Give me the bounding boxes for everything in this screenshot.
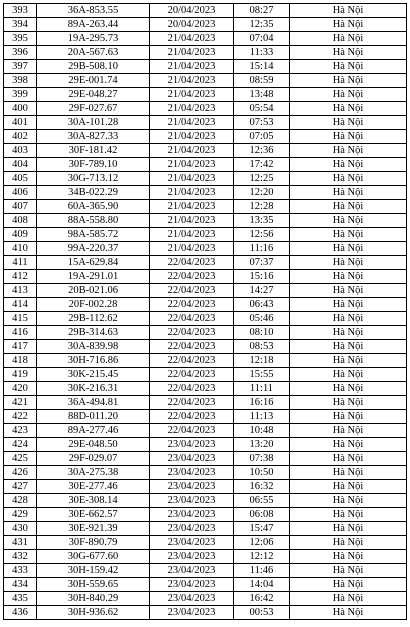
table-row xyxy=(4,228,407,242)
row-number-cell: 425 xyxy=(4,452,37,466)
table-row xyxy=(4,270,407,284)
date-cell: 21/04/2023 xyxy=(150,116,234,130)
time-cell: 07:53 xyxy=(234,116,290,130)
location-cell: Hà Nội xyxy=(290,284,407,298)
plate-number-cell: 30A-275.38 xyxy=(37,466,150,480)
time-cell: 13:48 xyxy=(234,88,290,102)
time-cell: 06:08 xyxy=(234,508,290,522)
location-cell: Hà Nội xyxy=(290,242,407,256)
date-cell: 21/04/2023 xyxy=(150,172,234,186)
location-cell: Hà Nội xyxy=(290,396,407,410)
time-cell: 11:13 xyxy=(234,410,290,424)
row-number-cell: 400 xyxy=(4,102,37,116)
violation-table-body xyxy=(4,4,407,620)
date-cell: 22/04/2023 xyxy=(150,312,234,326)
plate-number-cell: 19A-295.73 xyxy=(37,32,150,46)
plate-number-cell: 30G-713.12 xyxy=(37,172,150,186)
row-number-cell: 404 xyxy=(4,158,37,172)
table-row xyxy=(4,550,407,564)
plate-number-cell: 36A-853.55 xyxy=(37,4,150,18)
location-cell: Hà Nội xyxy=(290,130,407,144)
date-cell: 23/04/2023 xyxy=(150,592,234,606)
location-cell: Hà Nội xyxy=(290,452,407,466)
table-row xyxy=(4,18,407,32)
time-cell: 10:50 xyxy=(234,466,290,480)
table-row xyxy=(4,340,407,354)
row-number-cell: 399 xyxy=(4,88,37,102)
date-cell: 23/04/2023 xyxy=(150,606,234,620)
date-cell: 22/04/2023 xyxy=(150,382,234,396)
row-number-cell: 422 xyxy=(4,410,37,424)
location-cell: Hà Nội xyxy=(290,340,407,354)
plate-number-cell: 30F-181.42 xyxy=(37,144,150,158)
plate-number-cell: 15A-629.84 xyxy=(37,256,150,270)
time-cell: 07:37 xyxy=(234,256,290,270)
table-row xyxy=(4,410,407,424)
date-cell: 21/04/2023 xyxy=(150,46,234,60)
row-number-cell: 410 xyxy=(4,242,37,256)
table-row xyxy=(4,466,407,480)
date-cell: 20/04/2023 xyxy=(150,18,234,32)
location-cell: Hà Nội xyxy=(290,480,407,494)
table-row xyxy=(4,200,407,214)
date-cell: 21/04/2023 xyxy=(150,158,234,172)
time-cell: 08:59 xyxy=(234,74,290,88)
date-cell: 22/04/2023 xyxy=(150,410,234,424)
location-cell: Hà Nội xyxy=(290,508,407,522)
row-number-cell: 414 xyxy=(4,298,37,312)
date-cell: 23/04/2023 xyxy=(150,508,234,522)
row-number-cell: 395 xyxy=(4,32,37,46)
table-row xyxy=(4,298,407,312)
plate-number-cell: 30K-216.31 xyxy=(37,382,150,396)
location-cell: Hà Nội xyxy=(290,382,407,396)
time-cell: 08:53 xyxy=(234,340,290,354)
row-number-cell: 436 xyxy=(4,606,37,620)
date-cell: 23/04/2023 xyxy=(150,564,234,578)
plate-number-cell: 98A-585.72 xyxy=(37,228,150,242)
table-row xyxy=(4,102,407,116)
time-cell: 11:11 xyxy=(234,382,290,396)
row-number-cell: 396 xyxy=(4,46,37,60)
row-number-cell: 417 xyxy=(4,340,37,354)
row-number-cell: 403 xyxy=(4,144,37,158)
date-cell: 21/04/2023 xyxy=(150,200,234,214)
table-row xyxy=(4,284,407,298)
violation-list-page xyxy=(3,3,406,620)
location-cell: Hà Nội xyxy=(290,186,407,200)
row-number-cell: 431 xyxy=(4,536,37,550)
date-cell: 22/04/2023 xyxy=(150,368,234,382)
table-row xyxy=(4,88,407,102)
date-cell: 21/04/2023 xyxy=(150,88,234,102)
table-row xyxy=(4,494,407,508)
plate-number-cell: 29E-048.27 xyxy=(37,88,150,102)
table-row xyxy=(4,452,407,466)
row-number-cell: 405 xyxy=(4,172,37,186)
plate-number-cell: 30K-215.45 xyxy=(37,368,150,382)
location-cell: Hà Nội xyxy=(290,256,407,270)
date-cell: 23/04/2023 xyxy=(150,438,234,452)
row-number-cell: 427 xyxy=(4,480,37,494)
table-row xyxy=(4,508,407,522)
time-cell: 00:53 xyxy=(234,606,290,620)
time-cell: 05:54 xyxy=(234,102,290,116)
plate-number-cell: 29E-001.74 xyxy=(37,74,150,88)
row-number-cell: 411 xyxy=(4,256,37,270)
table-row xyxy=(4,46,407,60)
table-row xyxy=(4,606,407,620)
table-row xyxy=(4,592,407,606)
time-cell: 08:10 xyxy=(234,326,290,340)
plate-number-cell: 36A-494.81 xyxy=(37,396,150,410)
table-row xyxy=(4,522,407,536)
time-cell: 11:16 xyxy=(234,242,290,256)
date-cell: 21/04/2023 xyxy=(150,130,234,144)
plate-number-cell: 30E-308.14 xyxy=(37,494,150,508)
location-cell: Hà Nội xyxy=(290,298,407,312)
date-cell: 22/04/2023 xyxy=(150,256,234,270)
row-number-cell: 423 xyxy=(4,424,37,438)
row-number-cell: 397 xyxy=(4,60,37,74)
location-cell: Hà Nội xyxy=(290,46,407,60)
row-number-cell: 413 xyxy=(4,284,37,298)
location-cell: Hà Nội xyxy=(290,144,407,158)
time-cell: 12:28 xyxy=(234,200,290,214)
date-cell: 21/04/2023 xyxy=(150,74,234,88)
table-row xyxy=(4,564,407,578)
time-cell: 12:12 xyxy=(234,550,290,564)
plate-number-cell: 30A-839.98 xyxy=(37,340,150,354)
date-cell: 21/04/2023 xyxy=(150,144,234,158)
plate-number-cell: 34B-022.29 xyxy=(37,186,150,200)
plate-number-cell: 30H-159.42 xyxy=(37,564,150,578)
date-cell: 21/04/2023 xyxy=(150,60,234,74)
row-number-cell: 406 xyxy=(4,186,37,200)
date-cell: 23/04/2023 xyxy=(150,452,234,466)
time-cell: 07:05 xyxy=(234,130,290,144)
time-cell: 08:27 xyxy=(234,4,290,18)
location-cell: Hà Nội xyxy=(290,564,407,578)
row-number-cell: 394 xyxy=(4,18,37,32)
row-number-cell: 402 xyxy=(4,130,37,144)
date-cell: 23/04/2023 xyxy=(150,536,234,550)
date-cell: 23/04/2023 xyxy=(150,466,234,480)
location-cell: Hà Nội xyxy=(290,172,407,186)
plate-number-cell: 30H-840.29 xyxy=(37,592,150,606)
date-cell: 22/04/2023 xyxy=(150,284,234,298)
table-row xyxy=(4,242,407,256)
table-row xyxy=(4,354,407,368)
location-cell: Hà Nội xyxy=(290,18,407,32)
location-cell: Hà Nội xyxy=(290,536,407,550)
time-cell: 16:32 xyxy=(234,480,290,494)
time-cell: 07:04 xyxy=(234,32,290,46)
table-row xyxy=(4,368,407,382)
location-cell: Hà Nội xyxy=(290,102,407,116)
location-cell: Hà Nội xyxy=(290,592,407,606)
table-row xyxy=(4,158,407,172)
row-number-cell: 415 xyxy=(4,312,37,326)
table-row xyxy=(4,578,407,592)
plate-number-cell: 30A-101.28 xyxy=(37,116,150,130)
row-number-cell: 424 xyxy=(4,438,37,452)
time-cell: 12:06 xyxy=(234,536,290,550)
time-cell: 13:20 xyxy=(234,438,290,452)
date-cell: 22/04/2023 xyxy=(150,396,234,410)
location-cell: Hà Nội xyxy=(290,368,407,382)
date-cell: 21/04/2023 xyxy=(150,228,234,242)
date-cell: 21/04/2023 xyxy=(150,32,234,46)
plate-number-cell: 29B-112.62 xyxy=(37,312,150,326)
row-number-cell: 433 xyxy=(4,564,37,578)
time-cell: 13:35 xyxy=(234,214,290,228)
table-row xyxy=(4,60,407,74)
plate-number-cell: 29B-314.63 xyxy=(37,326,150,340)
location-cell: Hà Nội xyxy=(290,214,407,228)
date-cell: 21/04/2023 xyxy=(150,242,234,256)
row-number-cell: 418 xyxy=(4,354,37,368)
plate-number-cell: 89A-277.46 xyxy=(37,424,150,438)
row-number-cell: 432 xyxy=(4,550,37,564)
row-number-cell: 419 xyxy=(4,368,37,382)
date-cell: 20/04/2023 xyxy=(150,4,234,18)
time-cell: 12:56 xyxy=(234,228,290,242)
location-cell: Hà Nội xyxy=(290,494,407,508)
plate-number-cell: 89A-263.44 xyxy=(37,18,150,32)
date-cell: 23/04/2023 xyxy=(150,494,234,508)
plate-number-cell: 29B-508.10 xyxy=(37,60,150,74)
time-cell: 14:27 xyxy=(234,284,290,298)
date-cell: 21/04/2023 xyxy=(150,214,234,228)
table-row xyxy=(4,424,407,438)
time-cell: 12:35 xyxy=(234,18,290,32)
date-cell: 23/04/2023 xyxy=(150,480,234,494)
row-number-cell: 421 xyxy=(4,396,37,410)
time-cell: 05:46 xyxy=(234,312,290,326)
plate-number-cell: 20B-021.06 xyxy=(37,284,150,298)
table-row xyxy=(4,382,407,396)
plate-number-cell: 30G-677.60 xyxy=(37,550,150,564)
time-cell: 14:04 xyxy=(234,578,290,592)
row-number-cell: 426 xyxy=(4,466,37,480)
time-cell: 16:16 xyxy=(234,396,290,410)
time-cell: 11:33 xyxy=(234,46,290,60)
location-cell: Hà Nội xyxy=(290,606,407,620)
location-cell: Hà Nội xyxy=(290,200,407,214)
row-number-cell: 420 xyxy=(4,382,37,396)
location-cell: Hà Nội xyxy=(290,522,407,536)
location-cell: Hà Nội xyxy=(290,228,407,242)
date-cell: 22/04/2023 xyxy=(150,354,234,368)
location-cell: Hà Nội xyxy=(290,354,407,368)
date-cell: 21/04/2023 xyxy=(150,186,234,200)
row-number-cell: 416 xyxy=(4,326,37,340)
time-cell: 06:55 xyxy=(234,494,290,508)
row-number-cell: 408 xyxy=(4,214,37,228)
row-number-cell: 428 xyxy=(4,494,37,508)
location-cell: Hà Nội xyxy=(290,270,407,284)
time-cell: 12:36 xyxy=(234,144,290,158)
row-number-cell: 393 xyxy=(4,4,37,18)
time-cell: 06:43 xyxy=(234,298,290,312)
plate-number-cell: 30E-921.39 xyxy=(37,522,150,536)
table-row xyxy=(4,74,407,88)
date-cell: 22/04/2023 xyxy=(150,424,234,438)
table-row xyxy=(4,214,407,228)
table-row xyxy=(4,326,407,340)
date-cell: 23/04/2023 xyxy=(150,550,234,564)
time-cell: 12:25 xyxy=(234,172,290,186)
time-cell: 15:55 xyxy=(234,368,290,382)
location-cell: Hà Nội xyxy=(290,4,407,18)
plate-number-cell: 60A-365.90 xyxy=(37,200,150,214)
location-cell: Hà Nội xyxy=(290,60,407,74)
time-cell: 12:18 xyxy=(234,354,290,368)
time-cell: 15:14 xyxy=(234,60,290,74)
plate-number-cell: 30H-936.62 xyxy=(37,606,150,620)
table-row xyxy=(4,130,407,144)
location-cell: Hà Nội xyxy=(290,466,407,480)
date-cell: 22/04/2023 xyxy=(150,326,234,340)
location-cell: Hà Nội xyxy=(290,550,407,564)
location-cell: Hà Nội xyxy=(290,74,407,88)
table-row xyxy=(4,186,407,200)
table-row xyxy=(4,4,407,18)
plate-number-cell: 30E-277.46 xyxy=(37,480,150,494)
plate-number-cell: 30F-789.10 xyxy=(37,158,150,172)
table-row xyxy=(4,172,407,186)
plate-number-cell: 29F-029.07 xyxy=(37,452,150,466)
time-cell: 15:47 xyxy=(234,522,290,536)
table-row xyxy=(4,116,407,130)
violation-table xyxy=(3,3,407,620)
time-cell: 12:20 xyxy=(234,186,290,200)
row-number-cell: 409 xyxy=(4,228,37,242)
time-cell: 15:16 xyxy=(234,270,290,284)
plate-number-cell: 30E-662.57 xyxy=(37,508,150,522)
location-cell: Hà Nội xyxy=(290,424,407,438)
row-number-cell: 434 xyxy=(4,578,37,592)
time-cell: 17:42 xyxy=(234,158,290,172)
plate-number-cell: 29E-048.50 xyxy=(37,438,150,452)
table-row xyxy=(4,536,407,550)
plate-number-cell: 29F-027.67 xyxy=(37,102,150,116)
plate-number-cell: 88D-011.20 xyxy=(37,410,150,424)
plate-number-cell: 30F-890.79 xyxy=(37,536,150,550)
row-number-cell: 407 xyxy=(4,200,37,214)
table-row xyxy=(4,396,407,410)
time-cell: 10:48 xyxy=(234,424,290,438)
row-number-cell: 429 xyxy=(4,508,37,522)
date-cell: 22/04/2023 xyxy=(150,270,234,284)
location-cell: Hà Nội xyxy=(290,116,407,130)
plate-number-cell: 30A-827.33 xyxy=(37,130,150,144)
date-cell: 23/04/2023 xyxy=(150,578,234,592)
plate-number-cell: 30H-559.65 xyxy=(37,578,150,592)
plate-number-cell: 88A-558.80 xyxy=(37,214,150,228)
row-number-cell: 398 xyxy=(4,74,37,88)
table-row xyxy=(4,144,407,158)
location-cell: Hà Nội xyxy=(290,326,407,340)
plate-number-cell: 30H-716.86 xyxy=(37,354,150,368)
table-row xyxy=(4,256,407,270)
location-cell: Hà Nội xyxy=(290,410,407,424)
plate-number-cell: 20F-002.28 xyxy=(37,298,150,312)
time-cell: 07:38 xyxy=(234,452,290,466)
row-number-cell: 401 xyxy=(4,116,37,130)
plate-number-cell: 99A-220.37 xyxy=(37,242,150,256)
row-number-cell: 430 xyxy=(4,522,37,536)
location-cell: Hà Nội xyxy=(290,578,407,592)
row-number-cell: 435 xyxy=(4,592,37,606)
date-cell: 22/04/2023 xyxy=(150,298,234,312)
table-row xyxy=(4,32,407,46)
plate-number-cell: 19A-291.01 xyxy=(37,270,150,284)
table-row xyxy=(4,480,407,494)
location-cell: Hà Nội xyxy=(290,88,407,102)
location-cell: Hà Nội xyxy=(290,32,407,46)
table-row xyxy=(4,438,407,452)
time-cell: 16:42 xyxy=(234,592,290,606)
date-cell: 22/04/2023 xyxy=(150,340,234,354)
date-cell: 23/04/2023 xyxy=(150,522,234,536)
time-cell: 11:46 xyxy=(234,564,290,578)
row-number-cell: 412 xyxy=(4,270,37,284)
location-cell: Hà Nội xyxy=(290,158,407,172)
plate-number-cell: 20A-567.63 xyxy=(37,46,150,60)
date-cell: 21/04/2023 xyxy=(150,102,234,116)
location-cell: Hà Nội xyxy=(290,438,407,452)
location-cell: Hà Nội xyxy=(290,312,407,326)
table-row xyxy=(4,312,407,326)
